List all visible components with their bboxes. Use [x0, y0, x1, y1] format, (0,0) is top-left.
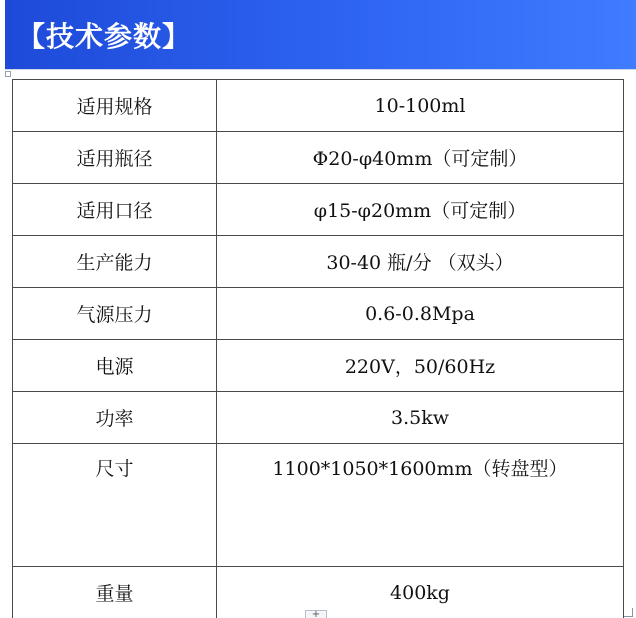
table-row	[13, 392, 624, 444]
spec-table-container	[12, 79, 624, 618]
row-label[interactable]: 气源压力	[13, 288, 217, 340]
row-label[interactable]: 尺寸	[13, 444, 217, 567]
table-resize-handle[interactable]	[624, 608, 633, 617]
row-value[interactable]: φ15-φ20mm（可定制）	[217, 184, 624, 236]
row-label[interactable]: 重量	[13, 567, 217, 618]
section-title: 【技术参数】	[17, 19, 192, 53]
row-value[interactable]: 30-40 瓶/分 （双头）	[217, 236, 624, 288]
table-anchor-handle[interactable]	[5, 71, 11, 77]
row-value[interactable]: 220V，50/60Hz	[217, 340, 624, 392]
row-label[interactable]: 适用规格	[13, 80, 217, 132]
table-row	[13, 444, 624, 567]
table-row	[13, 288, 624, 340]
table-row	[13, 80, 624, 132]
row-label[interactable]: 适用瓶径	[13, 132, 217, 184]
row-label[interactable]: 电源	[13, 340, 217, 392]
row-value[interactable]: 10-100ml	[217, 80, 624, 132]
row-value[interactable]: 400kg	[217, 567, 624, 618]
row-value[interactable]: Φ20-φ40mm（可定制）	[217, 132, 624, 184]
row-label[interactable]: 功率	[13, 392, 217, 444]
row-value[interactable]: 0.6-0.8Mpa	[217, 288, 624, 340]
row-label[interactable]: 适用口径	[13, 184, 217, 236]
table-row	[13, 340, 624, 392]
section-header	[5, 0, 636, 70]
spec-table	[12, 79, 624, 618]
row-label[interactable]: 生产能力	[13, 236, 217, 288]
add-row-button[interactable]: +	[305, 610, 327, 618]
table-row	[13, 236, 624, 288]
table-row	[13, 184, 624, 236]
row-value[interactable]: 1100*1050*1600mm（转盘型）	[217, 444, 624, 567]
row-value[interactable]: 3.5kw	[217, 392, 624, 444]
table-row	[13, 132, 624, 184]
